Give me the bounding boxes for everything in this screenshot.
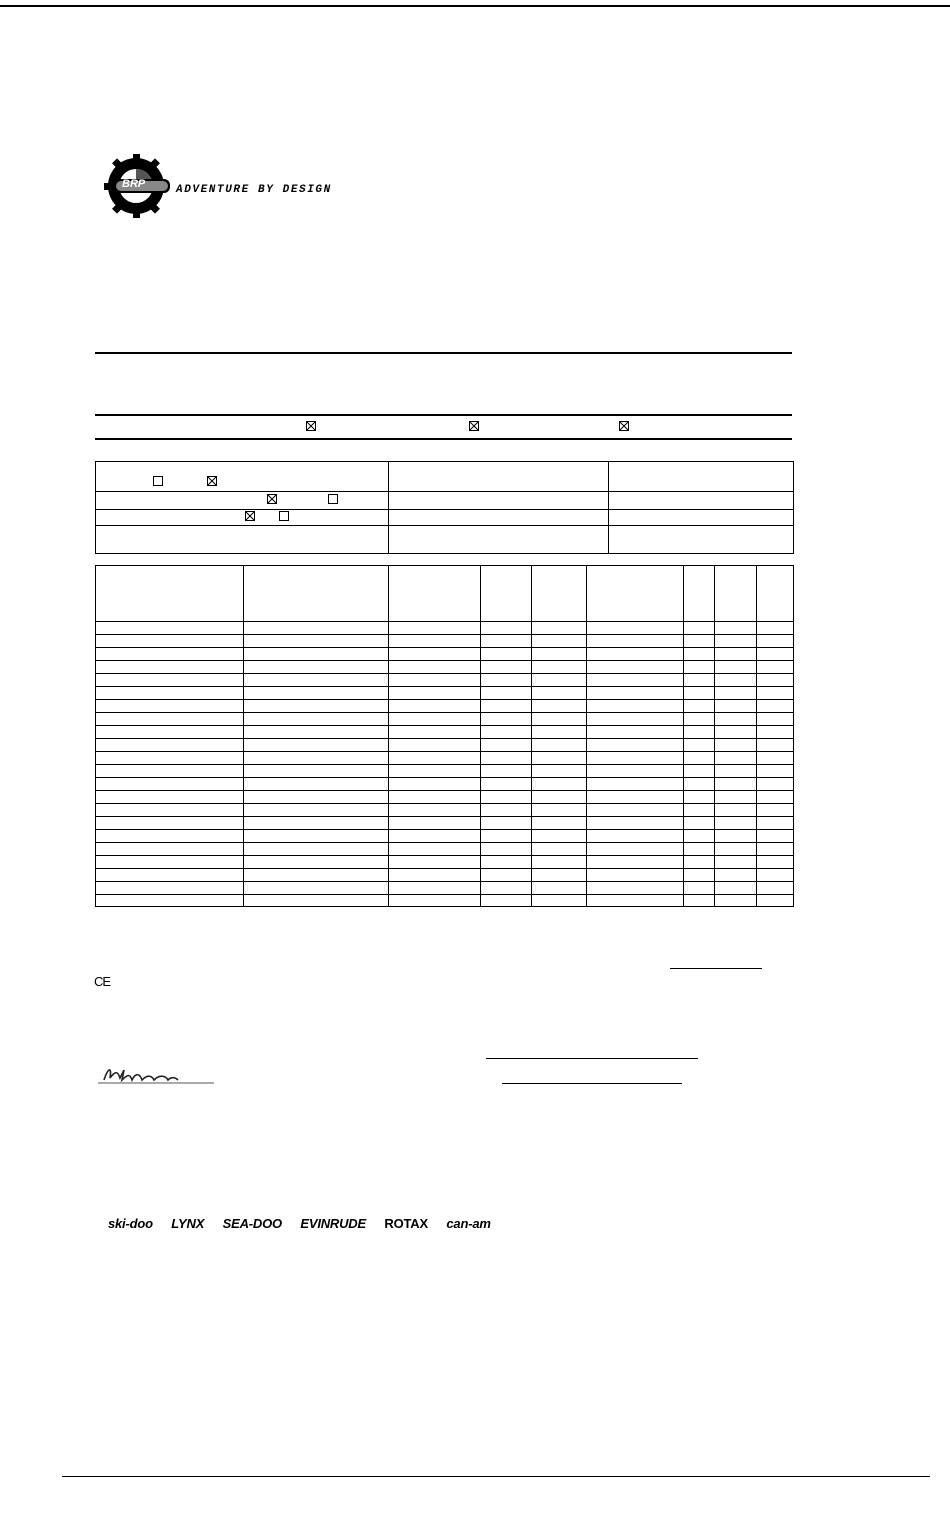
table-row bbox=[96, 739, 794, 752]
table-header-cell bbox=[244, 566, 389, 622]
table-cell bbox=[684, 843, 715, 856]
table-row bbox=[96, 895, 794, 907]
table-cell bbox=[587, 869, 684, 882]
table-header-cell bbox=[715, 566, 757, 622]
table-cell bbox=[684, 817, 715, 830]
info-cell bbox=[96, 510, 389, 526]
table-cell bbox=[481, 713, 532, 726]
table-cell bbox=[587, 687, 684, 700]
table-row bbox=[96, 817, 794, 830]
checkbox-b1[interactable] bbox=[267, 494, 277, 504]
table-header-cell bbox=[481, 566, 532, 622]
table-cell bbox=[244, 700, 389, 713]
table-cell bbox=[684, 869, 715, 882]
checkbox-1[interactable] bbox=[306, 421, 316, 431]
table-cell bbox=[481, 895, 532, 907]
table-cell bbox=[96, 700, 244, 713]
table-row bbox=[96, 765, 794, 778]
table-cell bbox=[587, 817, 684, 830]
table-cell bbox=[715, 674, 757, 687]
table-cell bbox=[532, 752, 587, 765]
table-row bbox=[96, 661, 794, 674]
table-cell bbox=[715, 648, 757, 661]
signature-line-2 bbox=[502, 1083, 682, 1084]
table-cell bbox=[757, 648, 794, 661]
table-cell bbox=[389, 817, 481, 830]
table-cell bbox=[244, 635, 389, 648]
table-cell bbox=[96, 869, 244, 882]
info-cell bbox=[609, 510, 794, 526]
table-cell bbox=[532, 804, 587, 817]
table-cell bbox=[481, 700, 532, 713]
table-cell bbox=[96, 778, 244, 791]
table-cell bbox=[244, 648, 389, 661]
table-header-cell bbox=[389, 566, 481, 622]
table-row bbox=[96, 674, 794, 687]
table-cell bbox=[96, 843, 244, 856]
table-cell bbox=[96, 791, 244, 804]
info-cell bbox=[389, 526, 609, 554]
table-header-cell bbox=[532, 566, 587, 622]
checkbox-b2[interactable] bbox=[328, 494, 338, 504]
table-cell bbox=[244, 843, 389, 856]
info-cell bbox=[96, 462, 389, 492]
table-cell bbox=[96, 882, 244, 895]
table-cell bbox=[389, 674, 481, 687]
brand-evinrude: EVINRUDE bbox=[300, 1216, 366, 1231]
table-cell bbox=[389, 726, 481, 739]
table-cell bbox=[715, 830, 757, 843]
table-cell bbox=[481, 622, 532, 635]
table-cell bbox=[244, 791, 389, 804]
table-row bbox=[96, 752, 794, 765]
table-cell bbox=[684, 674, 715, 687]
table-cell bbox=[244, 869, 389, 882]
table-cell bbox=[96, 622, 244, 635]
brp-logo bbox=[104, 154, 174, 218]
table-row bbox=[96, 778, 794, 791]
table-cell bbox=[244, 856, 389, 869]
table-cell bbox=[481, 830, 532, 843]
table-cell bbox=[684, 648, 715, 661]
table-cell bbox=[389, 648, 481, 661]
table-cell bbox=[684, 830, 715, 843]
table-cell bbox=[389, 830, 481, 843]
table-row bbox=[96, 726, 794, 739]
table-cell bbox=[587, 791, 684, 804]
ce-mark: CE bbox=[94, 974, 111, 989]
brand-lynx: LYNX bbox=[171, 1216, 205, 1231]
table-cell bbox=[532, 882, 587, 895]
table-cell bbox=[244, 661, 389, 674]
table-cell bbox=[96, 804, 244, 817]
table-cell bbox=[757, 882, 794, 895]
table-cell bbox=[481, 661, 532, 674]
table-cell bbox=[757, 687, 794, 700]
brand-canam: can-am bbox=[446, 1216, 491, 1231]
table-cell bbox=[757, 752, 794, 765]
table-cell bbox=[481, 791, 532, 804]
table-cell bbox=[244, 752, 389, 765]
table-cell bbox=[715, 791, 757, 804]
table-cell bbox=[96, 830, 244, 843]
table-cell bbox=[532, 856, 587, 869]
table-cell bbox=[715, 882, 757, 895]
table-cell bbox=[684, 882, 715, 895]
table-cell bbox=[587, 895, 684, 907]
table-row bbox=[96, 713, 794, 726]
table-cell bbox=[587, 661, 684, 674]
table-header-cell bbox=[684, 566, 715, 622]
table-cell bbox=[244, 817, 389, 830]
table-cell bbox=[757, 661, 794, 674]
table-cell bbox=[481, 648, 532, 661]
table-cell bbox=[481, 869, 532, 882]
table-cell bbox=[757, 622, 794, 635]
table-cell bbox=[587, 622, 684, 635]
table-cell bbox=[244, 895, 389, 907]
table-cell bbox=[715, 687, 757, 700]
table-cell bbox=[532, 843, 587, 856]
table-cell bbox=[244, 778, 389, 791]
table-cell bbox=[244, 765, 389, 778]
table-cell bbox=[389, 622, 481, 635]
table-cell bbox=[481, 817, 532, 830]
table-cell bbox=[715, 765, 757, 778]
table-cell bbox=[96, 895, 244, 907]
info-box bbox=[95, 461, 794, 554]
table-cell bbox=[532, 791, 587, 804]
table-cell bbox=[481, 778, 532, 791]
table-cell bbox=[587, 739, 684, 752]
table-cell bbox=[587, 765, 684, 778]
table-cell bbox=[96, 648, 244, 661]
table-cell bbox=[389, 856, 481, 869]
table-cell bbox=[96, 856, 244, 869]
section-rule-2 bbox=[95, 414, 792, 416]
table-cell bbox=[684, 895, 715, 907]
table-cell bbox=[481, 843, 532, 856]
checkbox-a1[interactable] bbox=[153, 476, 163, 486]
table-cell bbox=[757, 700, 794, 713]
table-cell bbox=[389, 869, 481, 882]
table-cell bbox=[389, 804, 481, 817]
data-table bbox=[95, 565, 794, 907]
info-cell bbox=[389, 492, 609, 510]
table-cell bbox=[757, 817, 794, 830]
table-cell bbox=[96, 661, 244, 674]
table-row bbox=[96, 635, 794, 648]
table-cell bbox=[96, 765, 244, 778]
bottom-rule bbox=[62, 1476, 930, 1477]
table-cell bbox=[715, 622, 757, 635]
checkbox-2[interactable] bbox=[469, 421, 479, 431]
signature bbox=[96, 1060, 216, 1086]
signature-icon bbox=[96, 1060, 216, 1086]
checkbox-c1[interactable] bbox=[245, 511, 255, 521]
table-cell bbox=[96, 713, 244, 726]
table-cell bbox=[481, 882, 532, 895]
table-cell bbox=[481, 674, 532, 687]
info-cell bbox=[96, 526, 389, 554]
date-underline bbox=[670, 968, 762, 969]
info-cell bbox=[96, 492, 389, 510]
table-cell bbox=[96, 752, 244, 765]
table-cell bbox=[389, 882, 481, 895]
table-row bbox=[96, 869, 794, 882]
table-cell bbox=[587, 674, 684, 687]
brand-skidoo: ski-doo bbox=[108, 1216, 153, 1231]
table-cell bbox=[532, 869, 587, 882]
table-cell bbox=[684, 778, 715, 791]
table-cell bbox=[389, 843, 481, 856]
table-cell bbox=[587, 700, 684, 713]
table-cell bbox=[481, 856, 532, 869]
info-cell bbox=[609, 492, 794, 510]
table-cell bbox=[244, 622, 389, 635]
table-row bbox=[96, 830, 794, 843]
table-row bbox=[96, 843, 794, 856]
table-cell bbox=[684, 687, 715, 700]
table-cell bbox=[96, 687, 244, 700]
checkbox-a2[interactable] bbox=[207, 476, 217, 486]
table-cell bbox=[684, 765, 715, 778]
table-cell bbox=[757, 778, 794, 791]
table-cell bbox=[244, 674, 389, 687]
table-cell bbox=[96, 726, 244, 739]
table-cell bbox=[757, 739, 794, 752]
brand-rotax: ROTAX bbox=[384, 1216, 428, 1231]
table-cell bbox=[96, 739, 244, 752]
table-cell bbox=[757, 726, 794, 739]
table-header-row bbox=[96, 566, 794, 622]
table-cell bbox=[389, 739, 481, 752]
table-cell bbox=[532, 895, 587, 907]
table-cell bbox=[389, 765, 481, 778]
table-cell bbox=[481, 635, 532, 648]
table-cell bbox=[532, 726, 587, 739]
table-cell bbox=[757, 791, 794, 804]
table-cell bbox=[757, 869, 794, 882]
table-cell bbox=[684, 804, 715, 817]
table-cell bbox=[757, 765, 794, 778]
table-cell bbox=[532, 687, 587, 700]
table-cell bbox=[757, 895, 794, 907]
table-cell bbox=[532, 622, 587, 635]
table-cell bbox=[389, 687, 481, 700]
top-rule bbox=[0, 5, 950, 7]
table-cell bbox=[244, 882, 389, 895]
table-cell bbox=[389, 752, 481, 765]
table-cell bbox=[244, 726, 389, 739]
table-cell bbox=[757, 674, 794, 687]
table-cell bbox=[587, 752, 684, 765]
table-cell bbox=[684, 700, 715, 713]
table-cell bbox=[715, 635, 757, 648]
table-cell bbox=[481, 687, 532, 700]
table-cell bbox=[715, 713, 757, 726]
table-cell bbox=[481, 739, 532, 752]
table-row bbox=[96, 856, 794, 869]
table-cell bbox=[684, 791, 715, 804]
table-cell bbox=[532, 713, 587, 726]
table-cell bbox=[532, 830, 587, 843]
table-cell bbox=[244, 804, 389, 817]
table-cell bbox=[96, 817, 244, 830]
table-cell bbox=[389, 895, 481, 907]
checkbox-c2[interactable] bbox=[279, 511, 289, 521]
table-cell bbox=[715, 700, 757, 713]
table-cell bbox=[389, 700, 481, 713]
table-cell bbox=[715, 752, 757, 765]
table-cell bbox=[757, 804, 794, 817]
table-cell bbox=[587, 648, 684, 661]
table-cell bbox=[532, 765, 587, 778]
table-row bbox=[96, 648, 794, 661]
table-cell bbox=[587, 713, 684, 726]
table-cell bbox=[532, 648, 587, 661]
table-header-cell bbox=[757, 566, 794, 622]
table-cell bbox=[587, 726, 684, 739]
table-cell bbox=[715, 661, 757, 674]
table-cell bbox=[481, 765, 532, 778]
table-row bbox=[96, 791, 794, 804]
table-cell bbox=[684, 739, 715, 752]
tagline: ADVENTURE BY DESIGN bbox=[176, 184, 332, 196]
table-cell bbox=[96, 635, 244, 648]
table-cell bbox=[587, 635, 684, 648]
table-cell bbox=[532, 674, 587, 687]
table-cell bbox=[757, 830, 794, 843]
info-cell bbox=[609, 526, 794, 554]
table-cell bbox=[684, 622, 715, 635]
table-cell bbox=[481, 752, 532, 765]
table-cell bbox=[715, 804, 757, 817]
table-cell bbox=[587, 882, 684, 895]
table-cell bbox=[532, 817, 587, 830]
table-cell bbox=[389, 778, 481, 791]
table-cell bbox=[481, 726, 532, 739]
table-row bbox=[96, 687, 794, 700]
table-cell bbox=[684, 713, 715, 726]
table-cell bbox=[587, 830, 684, 843]
brand-seadoo: SEA-DOO bbox=[222, 1216, 282, 1231]
table-row bbox=[96, 622, 794, 635]
table-cell bbox=[715, 856, 757, 869]
table-cell bbox=[684, 661, 715, 674]
table-cell bbox=[389, 635, 481, 648]
table-cell bbox=[587, 804, 684, 817]
table-cell bbox=[532, 778, 587, 791]
table-cell bbox=[587, 856, 684, 869]
table-cell bbox=[389, 713, 481, 726]
table-row bbox=[96, 700, 794, 713]
table-cell bbox=[389, 661, 481, 674]
table-cell bbox=[684, 726, 715, 739]
table-cell bbox=[244, 739, 389, 752]
table-cell bbox=[684, 635, 715, 648]
signature-line-1 bbox=[486, 1058, 698, 1059]
table-cell bbox=[757, 713, 794, 726]
table-cell bbox=[532, 700, 587, 713]
table-cell bbox=[715, 843, 757, 856]
section-rule-3 bbox=[95, 438, 792, 440]
table-cell bbox=[244, 713, 389, 726]
table-cell bbox=[715, 869, 757, 882]
table-cell bbox=[244, 687, 389, 700]
info-cell bbox=[389, 510, 609, 526]
table-cell bbox=[715, 895, 757, 907]
table-cell bbox=[715, 778, 757, 791]
logo-text: BRP bbox=[122, 178, 146, 190]
table-header-cell bbox=[587, 566, 684, 622]
table-cell bbox=[715, 726, 757, 739]
table-cell bbox=[757, 843, 794, 856]
table-cell bbox=[757, 856, 794, 869]
brand-logos bbox=[108, 1215, 505, 1233]
info-cell bbox=[609, 462, 794, 492]
table-cell bbox=[587, 843, 684, 856]
table-cell bbox=[757, 635, 794, 648]
checkbox-3[interactable] bbox=[619, 421, 629, 431]
section-rule-1 bbox=[95, 352, 792, 354]
info-cell bbox=[389, 462, 609, 492]
table-cell bbox=[684, 856, 715, 869]
table-header-cell bbox=[96, 566, 244, 622]
table-cell bbox=[532, 661, 587, 674]
table-row bbox=[96, 882, 794, 895]
table-cell bbox=[715, 817, 757, 830]
table-cell bbox=[715, 739, 757, 752]
table-cell bbox=[532, 635, 587, 648]
table-cell bbox=[684, 752, 715, 765]
table-cell bbox=[96, 674, 244, 687]
table-cell bbox=[532, 739, 587, 752]
table-row bbox=[96, 804, 794, 817]
table-cell bbox=[389, 791, 481, 804]
table-cell bbox=[481, 804, 532, 817]
table-cell bbox=[587, 778, 684, 791]
table-cell bbox=[244, 830, 389, 843]
